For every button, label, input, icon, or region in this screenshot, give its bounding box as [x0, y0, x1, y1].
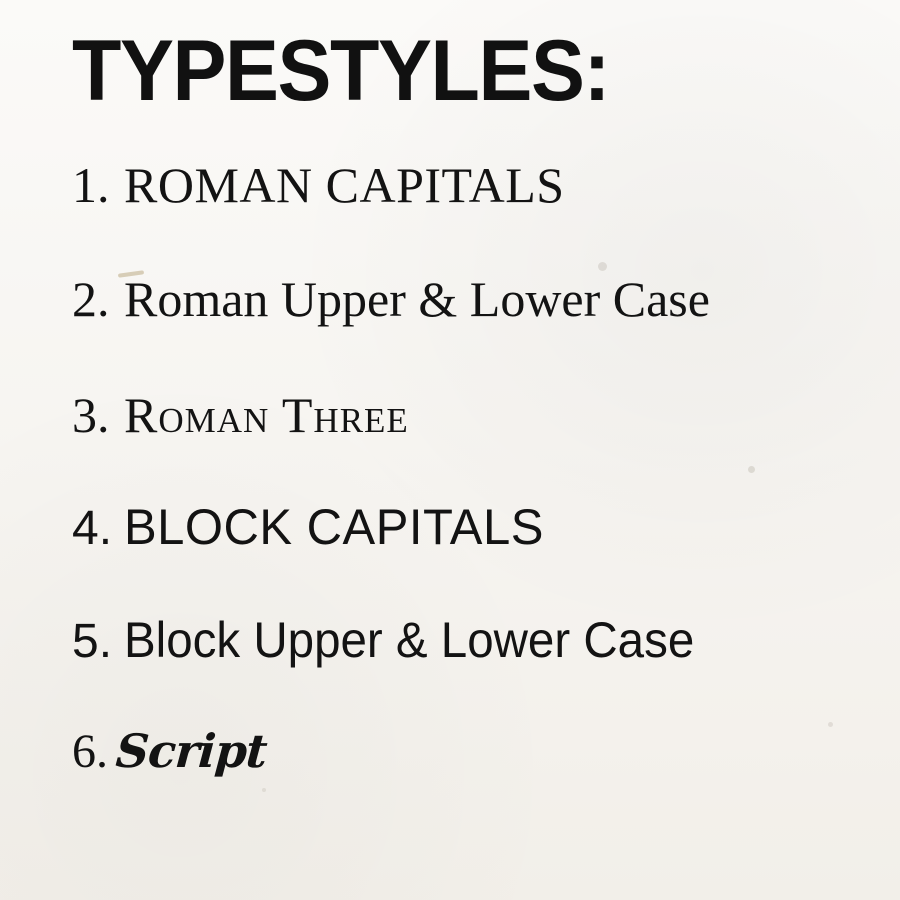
list-item-number: 6. — [72, 725, 108, 778]
list-item-number: 2. — [72, 271, 110, 327]
page-title: TYPESTYLES: — [72, 23, 609, 119]
list-item-number: 4. — [72, 502, 113, 555]
list-item — [72, 157, 860, 213]
list-item-label: Roman Three — [124, 387, 409, 443]
list-item — [72, 499, 860, 555]
list-item-number: 5. — [72, 615, 113, 668]
list-item-number: 3. — [72, 387, 110, 443]
list-item — [72, 612, 860, 668]
list-item-number: 1. — [72, 157, 110, 213]
list-item — [72, 387, 860, 443]
list-item-label: ROMAN CAPITALS — [124, 157, 565, 213]
list-item-label: Script — [114, 724, 269, 778]
typestyles-list — [72, 157, 860, 778]
list-item-label: BLOCK CAPITALS — [124, 499, 544, 555]
list-item-label: Block Upper & Lower Case — [124, 612, 695, 668]
list-item-label: Roman Upper & Lower Case — [124, 271, 710, 327]
list-item — [72, 724, 860, 778]
list-item — [72, 271, 860, 327]
paper-speck — [262, 788, 266, 792]
